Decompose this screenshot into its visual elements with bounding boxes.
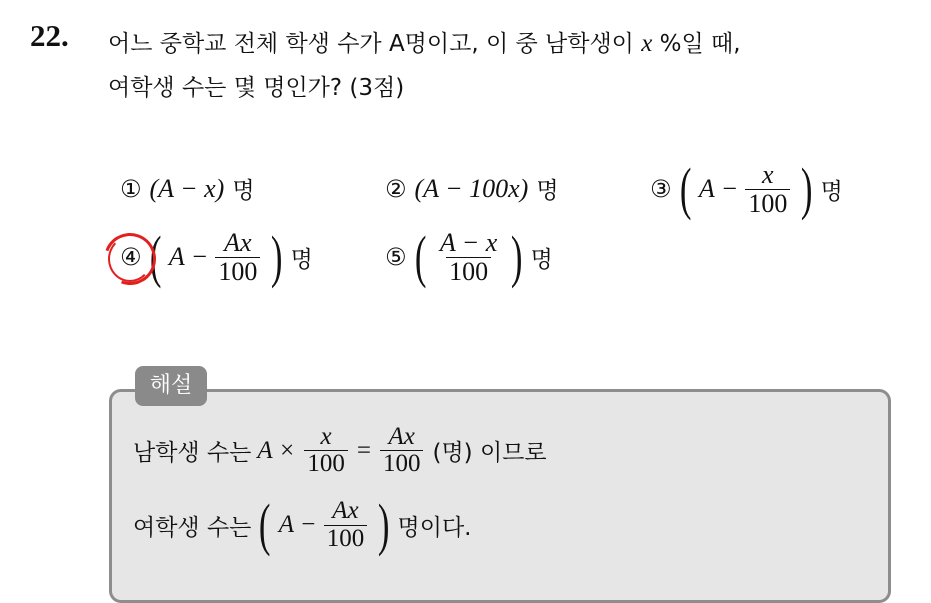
solution-text: 여학생 수는 bbox=[133, 514, 252, 541]
solution-line-2 bbox=[133, 492, 472, 557]
fraction-numerator: x bbox=[762, 160, 774, 190]
stem-variable: x bbox=[641, 30, 653, 57]
fraction-numerator: Ax bbox=[224, 228, 252, 258]
question-stem bbox=[108, 22, 918, 110]
left-paren: ( bbox=[149, 224, 161, 289]
option-unit: 명 bbox=[536, 178, 559, 204]
option-fraction bbox=[437, 229, 501, 285]
fraction-numerator: Ax bbox=[388, 423, 415, 450]
option-unit: 명 bbox=[232, 178, 255, 204]
option-expression: (A − x) bbox=[149, 173, 225, 203]
right-paren: ) bbox=[378, 492, 390, 557]
fraction-denominator: 100 bbox=[215, 257, 260, 285]
fraction-numerator: A − x bbox=[439, 228, 498, 258]
left-paren: ( bbox=[414, 224, 426, 289]
question-number: 22. bbox=[30, 18, 69, 53]
solution-fraction bbox=[324, 498, 368, 552]
equals-sign: = bbox=[356, 436, 371, 464]
option-2[interactable] bbox=[385, 172, 559, 205]
option-3[interactable] bbox=[650, 156, 843, 221]
option-5[interactable] bbox=[385, 224, 553, 289]
fraction-denominator: 100 bbox=[446, 257, 491, 285]
option-number: ① bbox=[120, 174, 142, 203]
option-1[interactable] bbox=[120, 172, 255, 205]
answer-mark-inner-stroke bbox=[108, 236, 152, 282]
option-number: ④ bbox=[120, 243, 142, 271]
solution-text: 남학생 수는 bbox=[133, 440, 252, 467]
solution-fraction bbox=[304, 424, 348, 478]
fraction-denominator: 100 bbox=[324, 525, 368, 552]
option-number: ② bbox=[385, 174, 407, 203]
option-number: ③ bbox=[650, 175, 672, 203]
solution-line-1 bbox=[133, 424, 547, 478]
option-expression: (A − 100x) bbox=[414, 173, 529, 203]
stem-text: 어느 중학교 전체 학생 수가 A명이고, 이 중 남학생이 bbox=[108, 31, 642, 57]
option-number: ⑤ bbox=[385, 243, 407, 271]
right-paren: ) bbox=[801, 156, 813, 221]
fraction-numerator: Ax bbox=[332, 497, 359, 525]
left-paren: ( bbox=[679, 156, 691, 221]
option-unit: 명 bbox=[820, 178, 843, 205]
option-lead: A − bbox=[168, 242, 209, 271]
right-paren: ) bbox=[271, 224, 283, 289]
solution-fraction-2 bbox=[380, 424, 424, 478]
solution-text-end: (명) 이므로 bbox=[432, 440, 547, 467]
option-fraction bbox=[745, 161, 790, 217]
left-paren: ( bbox=[259, 492, 271, 557]
right-paren: ) bbox=[511, 224, 523, 289]
solution-tag: 해설 bbox=[135, 366, 207, 406]
option-lead: A − bbox=[698, 174, 739, 203]
fraction-numerator: x bbox=[320, 423, 332, 450]
solution-lead: A − bbox=[278, 511, 317, 538]
fraction-denominator: 100 bbox=[380, 450, 424, 477]
option-unit: 명 bbox=[290, 246, 313, 273]
fraction-denominator: 100 bbox=[304, 450, 348, 477]
stem-text-line2: 여학생 수는 몇 명인가? (3점) bbox=[108, 75, 405, 101]
fraction-denominator: 100 bbox=[745, 189, 790, 217]
option-unit: 명 bbox=[530, 246, 553, 273]
solution-expression: A × bbox=[257, 436, 296, 464]
option-fraction bbox=[215, 229, 260, 285]
stem-text-end: %일 때, bbox=[652, 31, 741, 57]
solution-text-end: 명이다. bbox=[397, 514, 472, 541]
